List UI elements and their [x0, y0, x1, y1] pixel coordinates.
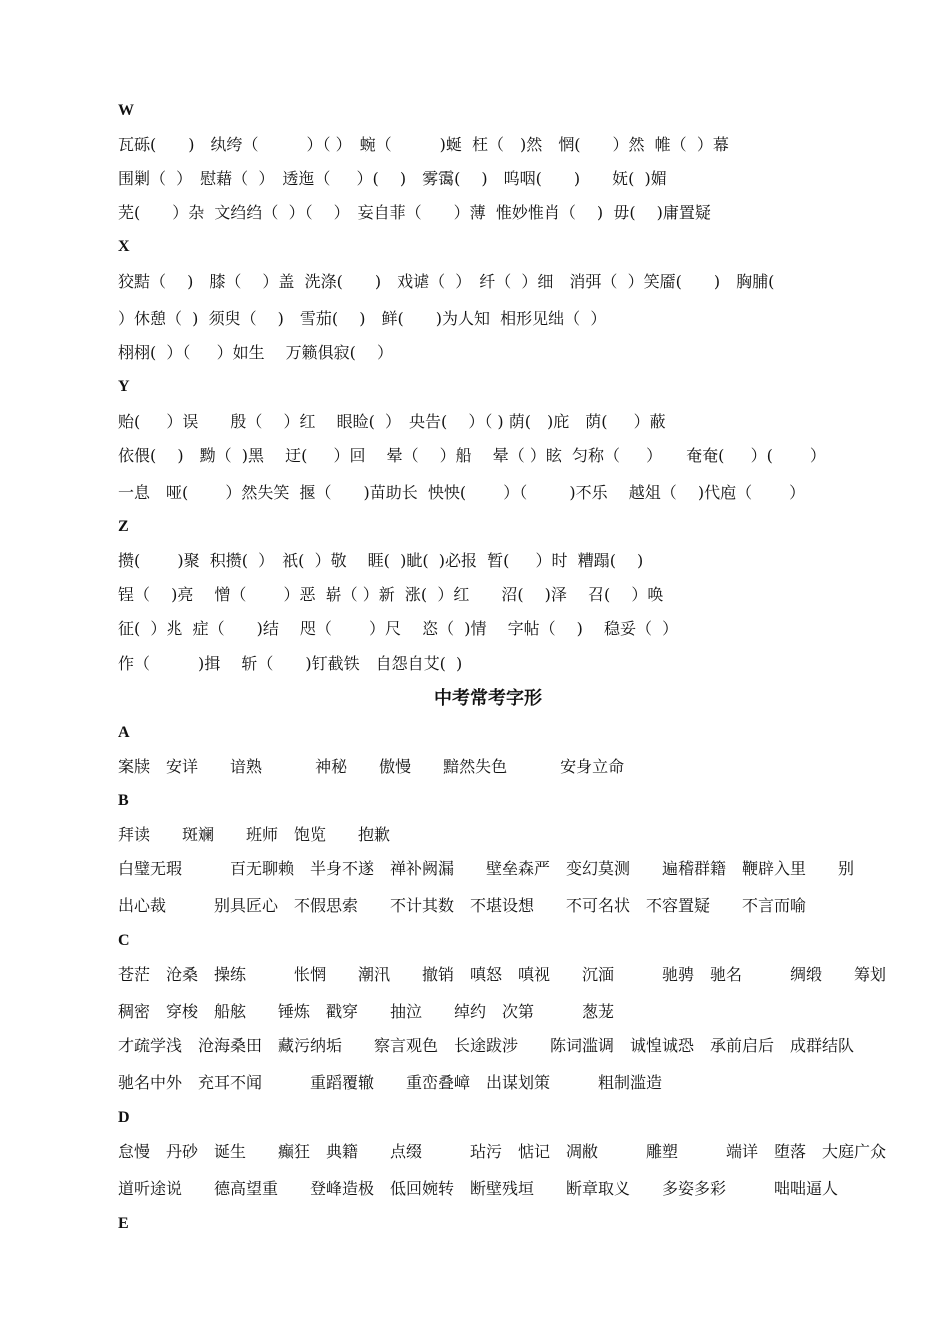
text-line: 锃（ )亮 憎（ ）恶 崭（ ）新 涨( ）红 沼( )泽 召( ）唤 [118, 585, 664, 604]
text-line: 拜读 斑斓 班师 饱览 抱歉 [118, 825, 391, 844]
section-header-x: X [118, 238, 130, 255]
text-line: 瓦砾( ) 纨绔（ ）（ ） 蜿（ )蜒 枉（ )然 惘( ）然 帷（ ）幕 [118, 135, 729, 154]
text-line: 作（ )揖 斩（ )钉截铁 自怨自艾( ) [118, 654, 463, 673]
text-line: 攒( )聚 积攒( ） 祇( ）敬 睚( )眦( )必报 暂( ）时 糟蹋( ) [118, 551, 644, 570]
section-header-z: Z [118, 518, 129, 535]
text-line: 贻( ）误 殷（ ）红 眼睑( ） 央告( ）（ ) 荫( )庇 荫( ）蔽 [118, 412, 666, 431]
section-header-e: E [118, 1215, 129, 1232]
section-header-y: Y [118, 378, 130, 395]
text-line: 狡黠（ ) 膝（ ）盖 洗涤( ) 戏谑（ ） 纤（ ）细 消弭（ ）笑靥( ) 胸脯( [118, 272, 775, 291]
text-line: 白璧无瑕 百无聊赖 半身不遂 禅补阙漏 壁垒森严 变幻莫测 遍稽群籍 鞭辟入里 别 [118, 859, 855, 878]
text-line: 稠密 穿梭 船舷 锤炼 戳穿 抽泣 绰约 次第 葱茏 [118, 1002, 615, 1021]
text-line: 栩栩( ）（ ）如生 万籁俱寂( ） [118, 343, 394, 362]
text-line: 驰名中外 充耳不闻 重蹈覆辙 重峦叠嶂 出谋划策 粗制滥造 [118, 1073, 663, 1092]
text-line: 出心裁 别具匠心 不假思索 不计其数 不堪设想 不可名状 不容置疑 不言而喻 [118, 896, 807, 915]
text-line: 征( ）兆 症（ )结 咫（ ）尺 恣（ )情 字帖（ ) 稳妥（ ） [118, 619, 679, 638]
text-line: ）休憩（ ) 须臾（ ) 雪茄( ) 鲜( )为人知 相形见绌（ ） [118, 309, 607, 328]
section-header-a: A [118, 724, 130, 741]
text-line: 怠慢 丹砂 诞生 癫狂 典籍 点缀 玷污 惦记 凋敝 雕塑 端详 堕落 大庭广众 [118, 1142, 887, 1161]
text-line: 一息 哑( ）然失笑 揠（ )苗助长 怏怏( ）（ )不乐 越俎（ )代庖（ ） [118, 483, 806, 502]
section-header-b: B [118, 792, 129, 809]
section-header-w: W [118, 102, 134, 119]
text-line: 才疏学浅 沧海桑田 藏污纳垢 察言观色 长途跋涉 陈词滥调 诚惶诚恐 承前启后 成群结队 [118, 1036, 855, 1055]
page-title: 中考常考字形 [434, 688, 542, 709]
text-line: 道听途说 德高望重 登峰造极 低回婉转 断壁残垣 断章取义 多姿多彩 咄咄逼人 [118, 1179, 839, 1198]
section-header-d: D [118, 1109, 130, 1126]
text-line: 依偎( ) 黝（ )黑 迂( ）回 晕（ ）船 晕（ ）眩 匀称（ ） 奄奄( ）( ） [118, 446, 826, 465]
section-header-c: C [118, 932, 130, 949]
text-line: 苍茫 沧桑 操练 怅惘 潮汛 撤销 嗔怒 嗔视 沉湎 驰骋 驰名 绸缎 筹划 [118, 965, 887, 984]
text-line: 围剿（ ） 慰藉（ ） 透迤（ ）( ) 雾霭( ) 呜咽( ) 妩( )媚 [118, 169, 667, 188]
text-line: 案牍 安详 谙熟 神秘 傲慢 黯然失色 安身立命 [118, 757, 625, 776]
text-line: 芜( ）杂 文绉绉（ ）（ ） 妄自菲（ ）薄 惟妙惟肖（ ) 毋( )庸置疑 [118, 203, 711, 222]
